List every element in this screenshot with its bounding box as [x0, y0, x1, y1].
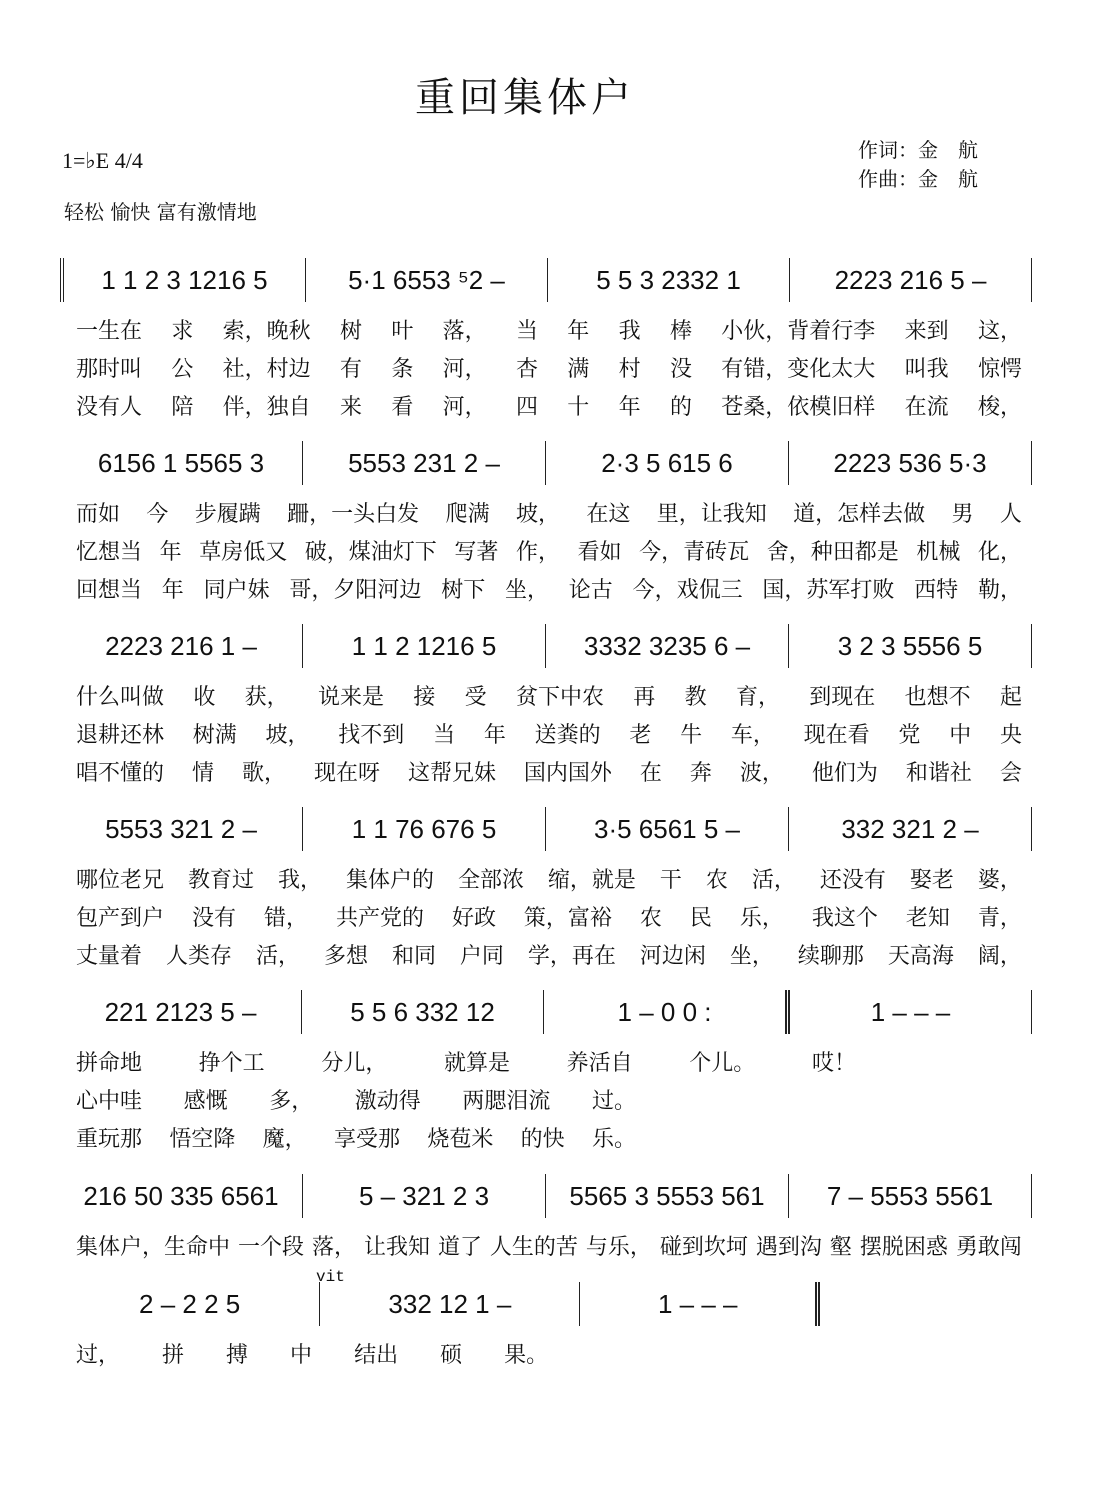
lyric-word: 集体户，生命中: [76, 1234, 231, 1260]
measure: 2 – 2 2 5: [60, 1282, 320, 1326]
lyric-word: 化，: [977, 539, 1022, 565]
lyric-word: 退耕还林: [76, 722, 165, 748]
lyric-word: 苍桑，依模旧样: [721, 394, 876, 420]
lyric-word: 活，: [255, 943, 300, 969]
lyric-word: 烧苞米: [427, 1126, 494, 1152]
lyric-word: 婆，: [977, 867, 1022, 893]
lyric-word: 波，: [739, 760, 784, 786]
lyric-word: 阔，: [977, 943, 1022, 969]
lyric-word: 四: [515, 394, 538, 420]
lyric-word: 那时叫: [76, 356, 143, 382]
system: [60, 1268, 1032, 1372]
lyric-word: 丈量着: [76, 943, 143, 969]
lyric-word: 年: [618, 394, 641, 420]
lyric-word: 教: [684, 684, 707, 710]
lyric-line: [60, 569, 1032, 607]
song-title: 重回集体户: [415, 75, 635, 121]
measure: 332 12 1 –: [320, 1282, 580, 1326]
lyric-word: 和谐社: [905, 760, 972, 786]
lyric-word: 他们为: [811, 760, 878, 786]
lyric-word: 央: [999, 722, 1022, 748]
lyric-word: 牛: [680, 722, 703, 748]
lyric-word: 我，: [277, 867, 322, 893]
lyric-word: 受: [464, 684, 487, 710]
lyric-word: 伴，独自: [222, 394, 311, 420]
measure: 1 – – –: [790, 990, 1032, 1034]
lyric-word: 全部浓: [457, 867, 524, 893]
lyric-word: 同户妹: [203, 577, 270, 603]
lyric-word: 里，让我知: [656, 501, 767, 527]
measure: 1 1 2 3 1216 5: [60, 258, 306, 302]
lyric-word: 农: [639, 905, 662, 931]
lyric-line: [60, 1226, 1032, 1264]
measure: 216 50 335 6561: [60, 1174, 303, 1218]
lyric-word: 过，: [76, 1342, 121, 1368]
lyric-word: 来: [339, 394, 362, 420]
lyric-word: 惊愕: [977, 356, 1022, 382]
lyric-word: 爬满: [445, 501, 490, 527]
measure: 2·3 5 615 6: [546, 441, 789, 485]
lyric-word: 社，村边: [222, 356, 311, 382]
system: [60, 807, 1032, 973]
measure: 221 2123 5 –: [60, 990, 302, 1034]
lyric-word: 就算是: [443, 1050, 510, 1076]
lyric-word: 落，: [311, 1234, 356, 1260]
lyric-word: 树满: [192, 722, 237, 748]
measure: 5553 321 2 –: [60, 807, 303, 851]
lyric-word: 碰到坎坷: [659, 1234, 748, 1260]
lyric-word: 小伙，背着行李: [721, 318, 876, 344]
lyric-word: 和同: [391, 943, 436, 969]
lyric-word: 当: [433, 722, 456, 748]
lyric-word: 杏: [515, 356, 538, 382]
lyric-word: 人生的苦: [489, 1234, 578, 1260]
lyric-word: 搏: [226, 1342, 249, 1368]
measure: 5 5 6 332 12: [302, 990, 544, 1034]
lyric-word: 一个段: [237, 1234, 304, 1260]
lyric-word: 我这个: [811, 905, 878, 931]
lyric-word: 河边闲: [639, 943, 706, 969]
lyric-word: 勇敢闯: [955, 1234, 1022, 1260]
key-signature: 1=♭E 4/4: [62, 148, 143, 173]
lyric-word: 享受那: [333, 1126, 400, 1152]
lyric-word: 看: [391, 394, 414, 420]
lyric-word: 河，: [442, 394, 487, 420]
measure: 5 – 321 2 3: [303, 1174, 546, 1218]
lyric-word: 心中哇: [76, 1088, 143, 1114]
measure: 5 5 3 2332 1: [548, 258, 790, 302]
lyric-word: 叫我: [904, 356, 949, 382]
system: [60, 624, 1032, 790]
lyric-word: 论古: [568, 577, 613, 603]
lyric-word: 在这: [586, 501, 631, 527]
lyric-word: 坡，: [265, 722, 310, 748]
notes-line: [60, 807, 1032, 851]
lyric-word: 机械: [916, 539, 961, 565]
lyric-line: [60, 752, 1032, 790]
lyric-word: 奔: [689, 760, 712, 786]
lyric-word: 结出: [354, 1342, 399, 1368]
lyric-word: 一生在: [76, 318, 143, 344]
lyric-line: [60, 348, 1032, 386]
lyric-word: 在: [639, 760, 662, 786]
measure: 2223 216 1 –: [60, 624, 303, 668]
measure: 1 1 76 676 5: [303, 807, 546, 851]
lyric-line: [60, 676, 1032, 714]
lyric-word: 索，晚秋: [222, 318, 311, 344]
lyric-word: 再: [633, 684, 656, 710]
lyric-word: 到现在: [809, 684, 876, 710]
lyric-line: [60, 310, 1032, 348]
lyric-word: 缩，就是: [547, 867, 636, 893]
lyric-word: 道，怎样去做: [793, 501, 926, 527]
lyric-word: 满: [567, 356, 590, 382]
measure: 3 2 3 5556 5: [789, 624, 1032, 668]
lyric-word: 也想不: [904, 684, 971, 710]
lyric-word: 让我知: [363, 1234, 430, 1260]
lyric-word: 悟空降: [169, 1126, 236, 1152]
lyric-word: 娶老: [909, 867, 954, 893]
lyric-word: 我: [618, 318, 641, 344]
lyric-word: 遇到沟: [755, 1234, 822, 1260]
lyric-word: 中: [290, 1342, 313, 1368]
lyric-word: 两腮泪流: [462, 1088, 551, 1114]
lyric-word: 条: [391, 356, 414, 382]
lyric-word: 河，: [442, 356, 487, 382]
lyric-word: 什么叫做: [76, 684, 165, 710]
lyric-word: 今，戏侃三: [632, 577, 743, 603]
measure: 3332 3235 6 –: [546, 624, 789, 668]
lyric-word: 找不到: [338, 722, 405, 748]
lyric-line: [60, 493, 1032, 531]
lyric-word: 集体户的: [345, 867, 434, 893]
lyric-word: 活，: [751, 867, 796, 893]
measure: 5565 3 5553 561: [546, 1174, 789, 1218]
lyric-word: 农: [705, 867, 728, 893]
lyric-word: 人: [999, 501, 1022, 527]
lyric-word: 情: [191, 760, 214, 786]
notes-line: [60, 990, 1032, 1034]
lyric-word: 摆脱困惑: [859, 1234, 948, 1260]
lyric-word: 草房低又: [199, 539, 288, 565]
lyric-word: 现在看: [803, 722, 870, 748]
lyric-word: 跚，一头白发: [287, 501, 420, 527]
measure: 2223 536 5·3: [789, 441, 1032, 485]
measure: 6156 1 5565 3: [60, 441, 303, 485]
lyric-word: 人类存: [165, 943, 232, 969]
lyric-word: 男: [951, 501, 974, 527]
lyric-word: 中: [949, 722, 972, 748]
lyric-word: 有: [339, 356, 362, 382]
lyric-word: 没有人: [76, 394, 143, 420]
lyric-word: 送粪的: [534, 722, 601, 748]
lyric-word: 激动得: [354, 1088, 421, 1114]
lyric-word: 国，苏军打败: [762, 577, 895, 603]
notes-line: [60, 1174, 1032, 1218]
lyric-word: 青，: [977, 905, 1022, 931]
lyric-word: 歌，: [241, 760, 286, 786]
lyric-word: 道了: [437, 1234, 482, 1260]
lyric-word: 来到: [904, 318, 949, 344]
lyric-word: 步履蹒: [194, 501, 261, 527]
lyric-word: 没: [669, 356, 692, 382]
lyric-word: 共产党的: [335, 905, 424, 931]
lyric-word: 与乐，: [585, 1234, 652, 1260]
measure: 1 1 2 1216 5: [303, 624, 546, 668]
lyric-word: 年: [159, 539, 182, 565]
notes-line: [60, 1282, 820, 1326]
measure: 7 – 5553 5561: [789, 1174, 1032, 1218]
lyric-word: 坐，: [504, 577, 549, 603]
lyric-word: 树下: [441, 577, 486, 603]
lyric-word: 西特: [914, 577, 959, 603]
lyric-word: 还没有: [819, 867, 886, 893]
system: [60, 1174, 1032, 1264]
lyric-word: 陪: [171, 394, 194, 420]
lyric-word: 起: [999, 684, 1022, 710]
vit-marking: vit: [316, 1268, 345, 1286]
lyric-word: 年: [567, 318, 590, 344]
lyric-line: [60, 386, 1032, 424]
lyric-word: 勒，: [977, 577, 1022, 603]
measure: 3·5 6561 5 –: [546, 807, 789, 851]
lyric-word: 壑: [829, 1234, 852, 1260]
lyric-word: 坐，: [729, 943, 774, 969]
lyric-word: 没有: [191, 905, 236, 931]
lyric-word: 树: [339, 318, 362, 344]
measure: 1 – – –: [580, 1282, 820, 1326]
lyric-word: 十: [567, 394, 590, 420]
lyric-word: 而如: [76, 501, 121, 527]
composer: 作曲：金 航: [858, 167, 978, 191]
lyric-word: 拼: [162, 1342, 185, 1368]
measure: 5553 231 2 –: [303, 441, 546, 485]
system: [60, 990, 1032, 1156]
lyric-word: 获，: [244, 684, 289, 710]
notes-line: [60, 441, 1032, 485]
lyric-word: 党: [898, 722, 921, 748]
lyric-word: 乐。: [591, 1126, 636, 1152]
lyric-word: 年: [161, 577, 184, 603]
lyric-word: 老知: [905, 905, 950, 931]
lyric-word: 学，再在: [527, 943, 616, 969]
lyric-word: 多，: [269, 1088, 314, 1114]
tempo-marking: 轻松 愉快 富有激情地: [64, 200, 257, 224]
lyric-word: 的快: [520, 1126, 565, 1152]
lyric-word: 现在呀: [313, 760, 380, 786]
lyric-word: 个儿。: [689, 1050, 756, 1076]
measure: 2223 216 5 –: [790, 258, 1032, 302]
lyric-line: [60, 714, 1032, 752]
system: [60, 258, 1032, 424]
measure: 5·1 6553 ⁵2 –: [306, 258, 548, 302]
lyric-word: 多想: [323, 943, 368, 969]
lyric-line: [60, 1042, 866, 1080]
lyric-word: 教育过: [187, 867, 254, 893]
lyric-word: 叶: [391, 318, 414, 344]
lyricist: 作词：金 航: [858, 138, 978, 162]
lyric-word: 过。: [591, 1088, 636, 1114]
lyric-word: 老: [629, 722, 652, 748]
measure: 332 321 2 –: [789, 807, 1032, 851]
lyric-word: 村: [618, 356, 641, 382]
lyric-word: 重玩那: [76, 1126, 143, 1152]
lyric-word: 感慨: [183, 1088, 228, 1114]
lyric-word: 作，: [515, 539, 560, 565]
lyric-word: 看如: [577, 539, 622, 565]
lyric-word: 天高海: [887, 943, 954, 969]
lyric-word: 回想当: [76, 577, 143, 603]
lyric-word: 会: [999, 760, 1022, 786]
lyric-line: [60, 531, 1032, 569]
lyric-word: 乐，: [739, 905, 784, 931]
lyric-word: 写著: [454, 539, 499, 565]
lyric-line: [60, 1118, 646, 1156]
lyric-word: 当: [515, 318, 538, 344]
lyric-word: 续聊那: [797, 943, 864, 969]
lyric-word: 今，青砖瓦: [639, 539, 750, 565]
lyric-word: 这，: [977, 318, 1022, 344]
lyric-line: [60, 897, 1032, 935]
lyric-line: [60, 1334, 1032, 1372]
lyric-word: 今: [146, 501, 169, 527]
lyric-word: 错，: [263, 905, 308, 931]
lyric-word: 接: [413, 684, 436, 710]
lyric-word: 车，: [730, 722, 775, 748]
lyric-word: 舍，种田都是: [766, 539, 899, 565]
lyric-word: 贫下中农: [515, 684, 604, 710]
lyric-word: 拼命地: [76, 1050, 143, 1076]
lyric-word: 破，煤油灯下: [304, 539, 437, 565]
lyric-word: 国内国外: [523, 760, 612, 786]
lyric-word: 民: [689, 905, 712, 931]
lyric-word: 坡，: [515, 501, 560, 527]
lyric-word: 哥，夕阳河边: [289, 577, 422, 603]
lyric-word: 的: [669, 394, 692, 420]
notes-line: [60, 258, 1032, 302]
lyric-word: 年: [483, 722, 506, 748]
lyric-word: 魔，: [262, 1126, 307, 1152]
lyric-word: 收: [193, 684, 216, 710]
lyric-word: 梭，: [977, 394, 1022, 420]
lyric-word: 育，: [735, 684, 780, 710]
lyric-word: 果。: [504, 1342, 549, 1368]
lyric-word: 落，: [442, 318, 487, 344]
lyric-word: 棒: [669, 318, 692, 344]
lyric-word: 分儿，: [321, 1050, 388, 1076]
notes-line: [60, 624, 1032, 668]
lyric-word: 挣个工: [198, 1050, 265, 1076]
lyric-line: [60, 859, 1032, 897]
measure: 1 – 0 0 :: [544, 990, 790, 1034]
system: [60, 441, 1032, 607]
lyric-word: 在流: [904, 394, 949, 420]
lyric-word: 户同: [459, 943, 504, 969]
lyric-word: 这帮兄妹: [407, 760, 496, 786]
lyric-word: 说来是: [317, 684, 384, 710]
lyric-word: 养活自: [566, 1050, 633, 1076]
lyric-line: [60, 1080, 646, 1118]
lyric-word: 有错，变化太大: [721, 356, 876, 382]
lyric-word: 忆想当: [76, 539, 143, 565]
lyric-word: 唱不懂的: [76, 760, 165, 786]
lyric-word: 哪位老兄: [76, 867, 165, 893]
lyric-word: 哎！: [811, 1050, 856, 1076]
lyric-word: 包产到户: [76, 905, 165, 931]
lyric-word: 干: [659, 867, 682, 893]
lyric-word: 策，富裕: [523, 905, 612, 931]
lyric-word: 硕: [440, 1342, 463, 1368]
lyric-word: 公: [171, 356, 194, 382]
lyric-word: 好政: [451, 905, 496, 931]
lyric-line: [60, 935, 1032, 973]
lyric-word: 求: [171, 318, 194, 344]
credits: [858, 136, 978, 194]
